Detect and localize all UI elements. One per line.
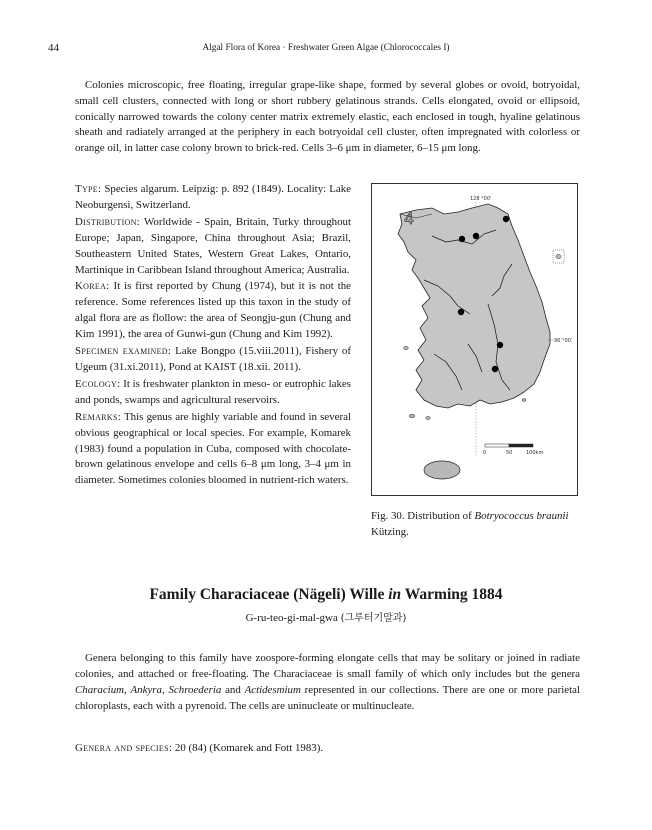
type-label: Type: xyxy=(75,183,102,195)
locality-dot xyxy=(458,309,464,315)
small-island xyxy=(522,399,526,402)
ecology-text: It is freshwater plankton in meso- or eutrophic lakes and ponds, swamps and agricultural reservoirs. xyxy=(75,377,351,406)
type-text: Species algarum. Leipzig: p. 892 (1849). Locality: Lake Neoburgensi, Switzerland. xyxy=(75,183,351,211)
inset-mark: 4 xyxy=(404,209,415,228)
genus-separator: , xyxy=(161,684,169,696)
species-details xyxy=(75,182,351,490)
species-description: Colonies microscopic, free floating, irregular grape-like shape, formed by several globes or ovoid, botryoidal, small cell clusters, connected with long or short rubbery gelatinous strands. Cells elongated, ovoid or ellipsoid, conically narrowed towards the colony center matrix extremely elastic, each enclosed in tough, hyaline gelatinous sheath and radiately arranged at the periphery in each botryoidal cell cluster, often impregnated with colorless or orange oil, in latter case colony brown to brick-red. Cells 3–6 μm in diameter, 6–15 μm long. xyxy=(75,79,580,155)
family-text-1: Genera belonging to this family have zoospore-forming elongate cells that may be solitary or joined in radiate colonies, and attached or free-floating. The Characiaceae is small family of which only includes but the genera xyxy=(75,652,580,680)
genus-actidesmium: Actidesmium xyxy=(244,684,301,696)
genus-schroederia: Schroederia xyxy=(168,684,222,696)
running-head: Algal Flora of Korea · Freshwater Green Algae (Chlorococcales I) xyxy=(202,43,450,53)
family-romanization: G-ru-teo-gi-mal-gwa xyxy=(245,612,338,624)
latitude-label: 36 °00' xyxy=(554,338,573,344)
genus-separator: and xyxy=(221,684,245,696)
family-title-in: in xyxy=(388,586,402,603)
small-island xyxy=(426,417,430,420)
ulleungdo-island xyxy=(556,254,561,258)
caption-prefix: Fig. 30. Distribution of xyxy=(371,510,475,522)
page-number: 44 xyxy=(48,42,59,54)
distribution-paragraph xyxy=(75,215,351,279)
type-paragraph xyxy=(75,182,351,214)
small-island xyxy=(409,414,415,418)
scale-bar-segment xyxy=(509,444,533,447)
jeju-island xyxy=(424,461,460,479)
genera-text: 20 (84) (Komarek and Fott 1983). xyxy=(172,742,324,754)
locality-dot xyxy=(497,342,503,348)
scale-bar-segment xyxy=(485,444,509,447)
genera-label: Genera and species: xyxy=(75,742,173,754)
figure-caption xyxy=(371,509,581,540)
small-island xyxy=(404,346,408,349)
locality-dot xyxy=(459,236,465,242)
ecology-label: Ecology: xyxy=(75,377,121,390)
locality-dot xyxy=(492,366,498,372)
family-korean-name xyxy=(0,609,652,624)
family-text-2: represented in our collections. There are one or more parietal chloroplasts, each with a pyrenoid. The cells are uninucleate or multinucleate. xyxy=(75,684,580,712)
family-title-part2: Warming 1884 xyxy=(401,586,503,603)
caption-author: Kützing. xyxy=(371,525,409,538)
family-description xyxy=(75,650,580,714)
korea-label: Korea: xyxy=(75,280,110,293)
scale-bar xyxy=(483,444,543,456)
korea-text: It is first reported by Chung (1974), but it is not the reference. Some references listed up this taxon in the study of algal flora are as flollow: the area of Seongju-gun (Chung and Kim 1991), the area of Gunwi-gun (Chung and Kim 1992). xyxy=(75,280,351,341)
genus-characium: Characium xyxy=(75,684,125,696)
distribution-text: Worldwide - Spain, Britain, Turky throughout Europe; Japan, Singapore, China throughout Asia; Brazil, Southeastern United States, Western Great Lakes, Ontario, Martinique in Caribbean Island throughout America; Australia. xyxy=(75,215,351,276)
scale-label-0: 0 xyxy=(483,450,487,456)
locality-dot xyxy=(503,216,509,222)
locality-dot xyxy=(473,233,479,239)
distribution-map xyxy=(372,184,577,495)
distribution-label: Distribution: xyxy=(75,215,141,228)
family-korean: (그루터기말과) xyxy=(340,613,407,624)
caption-species: Botryococcus braunii xyxy=(474,510,569,522)
specimen-label: Specimen examined: xyxy=(75,345,172,358)
genus-separator: , xyxy=(124,684,131,696)
scale-label-100: 100km xyxy=(526,450,544,456)
ecology-paragraph xyxy=(75,377,351,409)
remarks-paragraph xyxy=(75,410,351,490)
remarks-label: Remarks: xyxy=(75,410,122,423)
korea-paragraph xyxy=(75,279,351,343)
scale-label-50: 50 xyxy=(506,450,513,456)
page-header xyxy=(48,42,604,58)
remarks-text: This genus are highly variable and found in several obvious geographical or local species. For example, Komarek (1983) found a population in Cuba, composed with chocolate-brown gelatinous envelope and cells 6–8 μm long, 3–4 μm in diameter. Sometimes colonies bloomed in nutrient-rich waters. xyxy=(75,410,351,487)
specimen-paragraph xyxy=(75,344,351,376)
family-title-part1: Family Characiaceae (Nägeli) Wille xyxy=(149,586,389,603)
specimen-text: Lake Bongpo (15.viii.2011), Fishery of Ugeum (31.xi.2011), Pond at KAIST (18.xii. 2011). xyxy=(75,345,352,373)
family-title xyxy=(0,586,652,604)
longitude-label: 128 °00' xyxy=(470,196,492,202)
distribution-map-figure xyxy=(371,183,578,496)
genus-ankyra: Ankyra xyxy=(130,684,162,696)
genera-and-species xyxy=(75,742,580,754)
